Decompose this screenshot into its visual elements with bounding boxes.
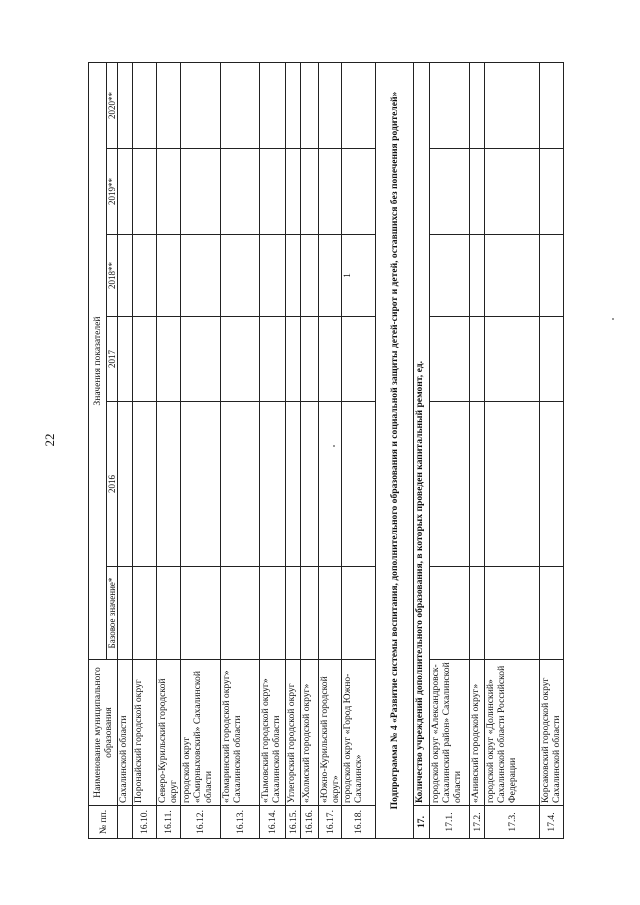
row-2019 [286,149,301,235]
indicator-table [88,62,564,839]
row-2019 [540,149,564,235]
subprogram-heading: Подпрограмма № 4 «Развитие системы воспитания, дополнительного образования и социальной защиты детей-сирот и детей, оставшихся без попечения родителей» [376,63,414,839]
row-base-value [118,567,133,660]
row-2017 [221,317,260,402]
row-number: 16.10. [133,806,157,839]
row-base-value [540,567,564,660]
row-2019 [342,149,376,235]
row-2020 [470,63,485,149]
row-2016 [157,402,181,567]
row-2020 [118,63,133,149]
row-number: 16.11. [157,806,181,839]
row-2019 [181,149,221,235]
row-2020 [485,63,540,149]
table-row [540,63,564,839]
row-2016 [470,402,485,567]
row-2018 [301,235,319,317]
row-2018 [540,235,564,317]
row-2017 [540,317,564,402]
row-number [118,806,133,839]
row-2018 [430,235,470,317]
indicator-number: 17. [414,806,430,839]
row-2020 [157,63,181,149]
row-2016 [133,402,157,567]
header-2016: 2016 [107,402,118,567]
row-2019 [157,149,181,235]
row-2016 [260,402,286,567]
row-municipality: «Анивский городской округ» [470,660,485,806]
row-number: 16.15. [286,806,301,839]
row-2018 [181,235,221,317]
row-municipality: «Холмский городской округ» [301,660,319,806]
row-2016 [430,402,470,567]
row-2016 [221,402,260,567]
row-municipality: Корсаковский городской округ Сахалинской области [540,660,564,806]
row-2019 [470,149,485,235]
row-2018 [260,235,286,317]
header-2019: 2019** [107,149,118,235]
row-municipality: городской округ «Город Южно-Сахалинск» [342,660,376,806]
page-number: 22 [42,433,57,447]
table-row [157,63,181,839]
row-base-value [301,567,319,660]
header-indicator-values: Значения показателей [89,63,107,660]
row-2019 [430,149,470,235]
row-municipality: «Томаринский городской округ» Сахалинской области [221,660,260,806]
row-number: 16.17. [319,806,342,839]
row-2019 [301,149,319,235]
row-municipality: «Тымовский городской округ» Сахалинской области [260,660,286,806]
row-municipality: городской округ «Долинский» Сахалинской области Российской Федерации [485,660,540,806]
row-2019 [118,149,133,235]
row-2016 [181,402,221,567]
row-2018 [118,235,133,317]
row-2018 [157,235,181,317]
row-2016 [301,402,319,567]
row-2017 [342,317,376,402]
row-number: 16.14. [260,806,286,839]
row-2018: 1 [342,235,376,317]
header-num: № пп. [89,806,118,839]
row-2020 [260,63,286,149]
header-2018: 2018** [107,235,118,317]
table-row [319,63,342,839]
row-2019 [260,149,286,235]
row-2020 [133,63,157,149]
row-base-value [181,567,221,660]
row-base-value [342,567,376,660]
row-2017 [485,317,540,402]
row-base-value [430,567,470,660]
row-2019 [133,149,157,235]
row-number: 16.12. [181,806,221,839]
row-2018 [470,235,485,317]
row-2018 [133,235,157,317]
row-2017 [301,317,319,402]
table-row [133,63,157,839]
table-row [260,63,286,839]
row-2018 [485,235,540,317]
row-municipality: Сахалинской области [118,660,133,806]
row-base-value [157,567,181,660]
row-2018 [319,235,342,317]
header-2020: 2020** [107,63,118,149]
row-municipality: Северо-Курильский городской округ [157,660,181,806]
row-2016 [540,402,564,567]
table-body-subprogram-3 [118,63,376,839]
row-2016 [342,402,376,567]
row-2018 [221,235,260,317]
row-number: 17.1. [430,806,470,839]
table-row [342,63,376,839]
table-row [470,63,485,839]
row-2016 [319,402,342,567]
row-2020 [540,63,564,149]
row-base-value [485,567,540,660]
row-base-value [286,567,301,660]
indicator-title: Количество учреждений дополнительного образования, в которых проведен капитальный ремонт, ед. [414,63,430,806]
row-number: 16.16. [301,806,319,839]
table-row [430,63,470,839]
row-number: 16.13. [221,806,260,839]
header-municipality: Наименование муниципального образования [89,660,118,806]
row-2016 [485,402,540,567]
row-2017 [118,317,133,402]
row-2016 [286,402,301,567]
row-base-value [133,567,157,660]
row-2020 [286,63,301,149]
table-row [181,63,221,839]
row-2017 [470,317,485,402]
row-2018 [286,235,301,317]
table-row [118,63,133,839]
row-2020 [319,63,342,149]
row-2019 [319,149,342,235]
table-body-subprogram-4 [376,63,430,839]
row-municipality: Поронайский городской округ [133,660,157,806]
row-municipality: Углегорский городской округ [286,660,301,806]
row-2020 [221,63,260,149]
row-2020 [430,63,470,149]
row-2019 [221,149,260,235]
row-municipality: городской округ «Смирныховский» Сахалинской области [181,660,221,806]
row-2019 [485,149,540,235]
row-municipality: «Южно-Курильский городской округ» [319,660,342,806]
row-base-value [221,567,260,660]
row-2017 [430,317,470,402]
row-2017 [157,317,181,402]
row-2017 [319,317,342,402]
row-2016 [118,402,133,567]
table-row [221,63,260,839]
row-number: 17.3. [485,806,540,839]
row-2020 [342,63,376,149]
row-base-value [470,567,485,660]
rotated-page [88,63,562,839]
row-municipality: городской округ «Александровск-Сахалинский район» Сахалинской области [430,660,470,806]
row-2017 [286,317,301,402]
row-2017 [260,317,286,402]
row-2020 [181,63,221,149]
header-base-value: Базовое значение* [107,567,118,660]
row-2017 [181,317,221,402]
table-row [286,63,301,839]
table-body-indicator-17 [430,63,564,839]
table-row [485,63,540,839]
table-row [301,63,319,839]
row-base-value [319,567,342,660]
row-number: 17.4. [540,806,564,839]
row-base-value [260,567,286,660]
row-2017 [133,317,157,402]
row-number: 17.2. [470,806,485,839]
header-2017: 2017 [107,317,118,402]
scan-speck [612,318,614,320]
row-number: 16.18. [342,806,376,839]
row-2020 [301,63,319,149]
